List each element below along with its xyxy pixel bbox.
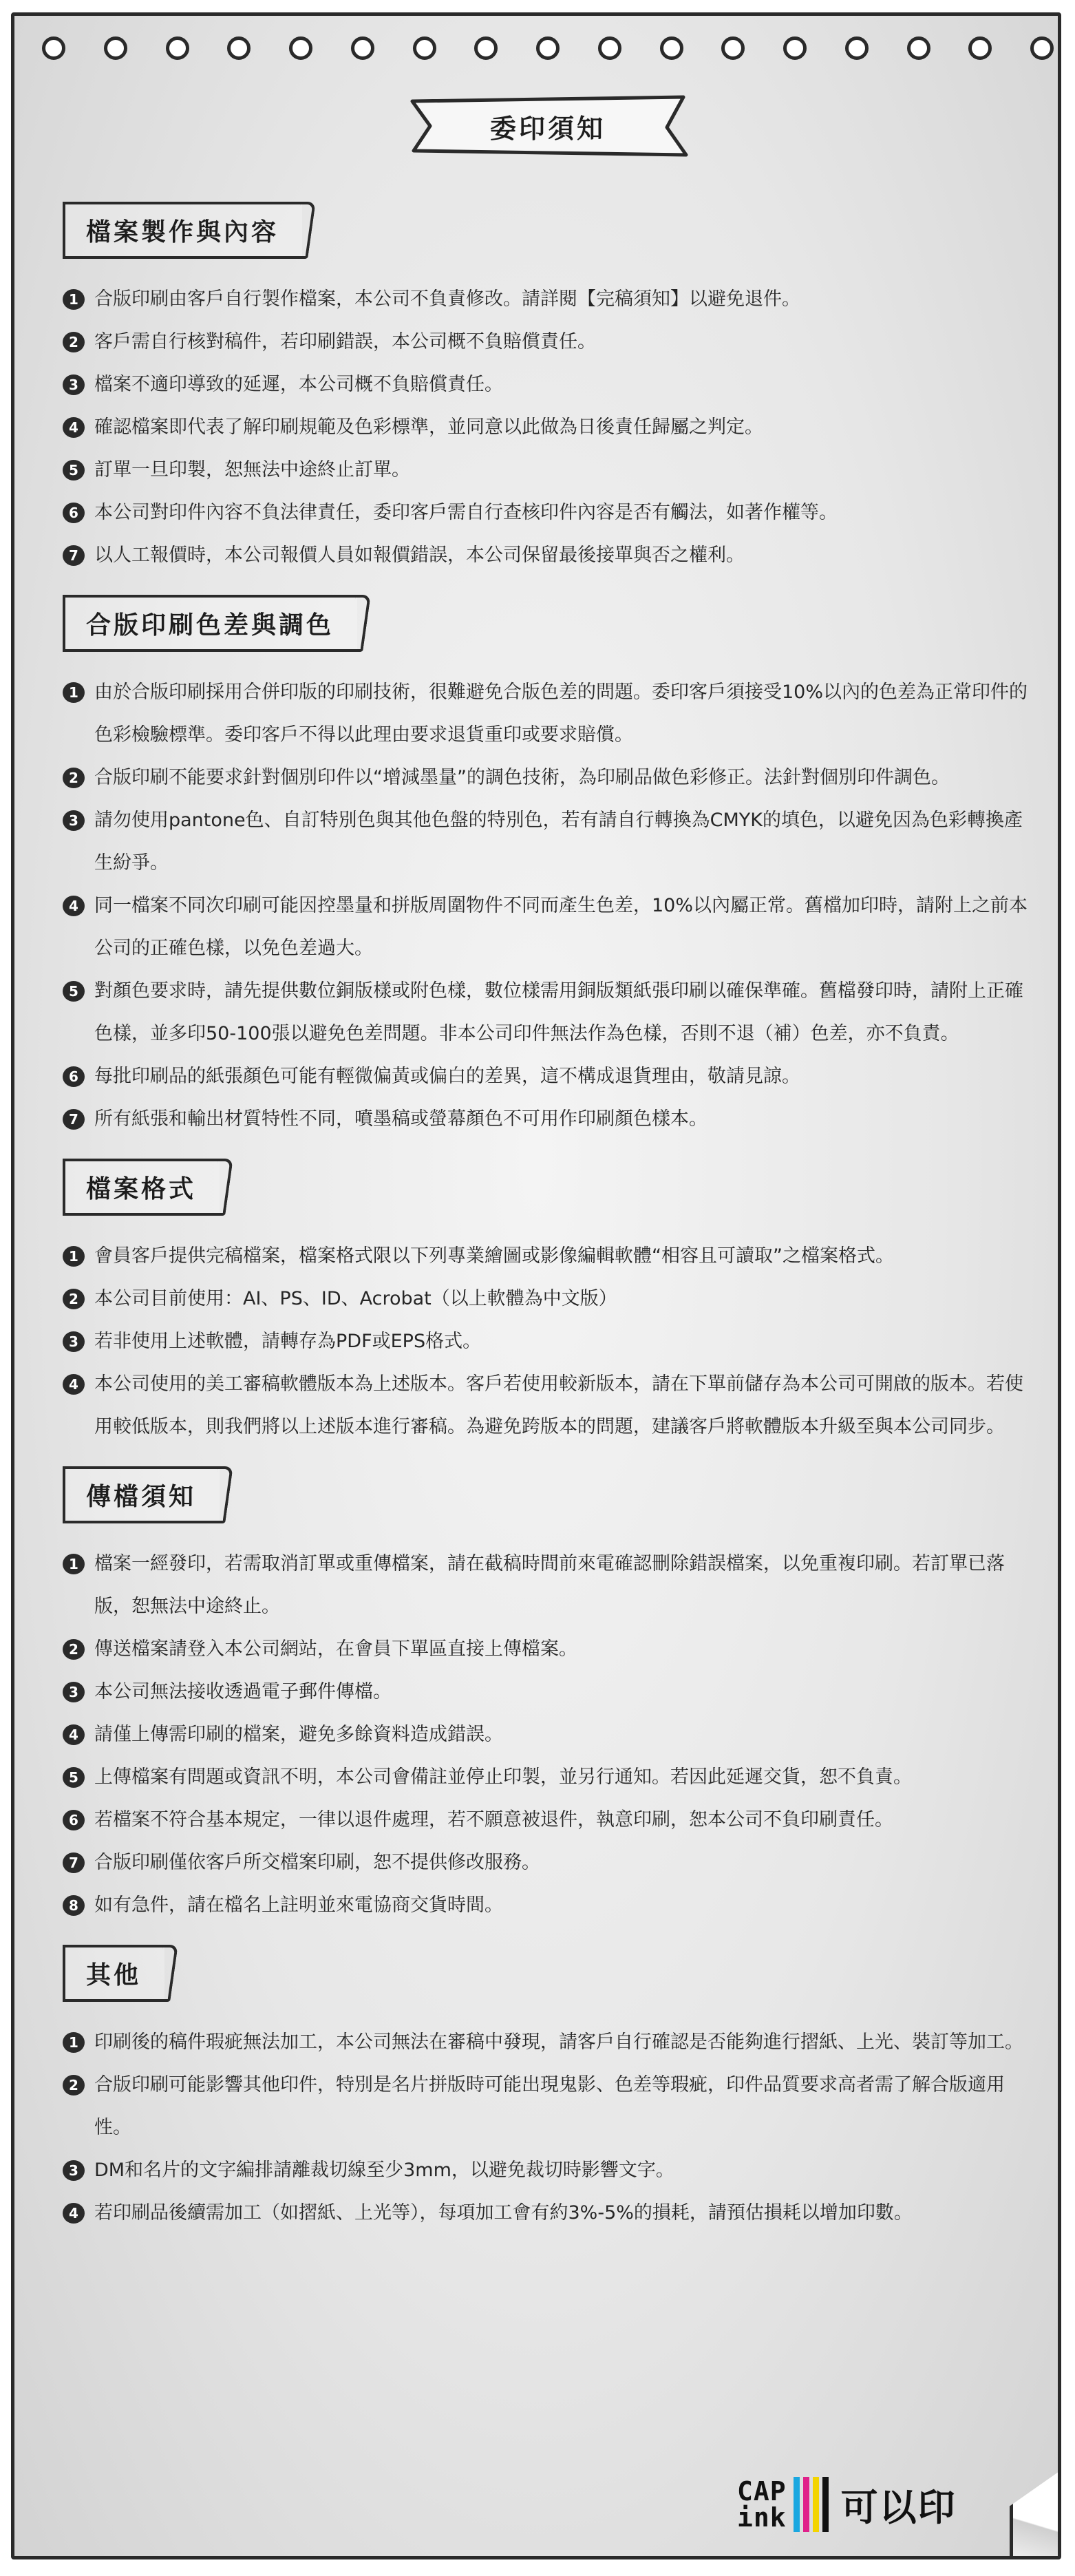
item-text: 每批印刷品的紙張顏色可能有輕微偏黃或偏白的差異，這不構成退貨理由，敬請見諒。 [94, 1066, 800, 1087]
item-text: 所有紙張和輸出材質特性不同，噴墨稿或螢幕顏色不可用作印刷顏色樣本。 [94, 1108, 707, 1130]
list-item [63, 1628, 1040, 1671]
brand-logo [737, 2467, 1026, 2542]
item-text: 以人工報價時，本公司報價人員如報價錯誤，本公司保留最後接單與否之權利。 [94, 545, 745, 566]
binder-holes [42, 31, 1054, 65]
item-number-badge: 7 [63, 1852, 85, 1873]
notice-content [63, 202, 1040, 2252]
numbered-list [63, 1543, 1040, 1927]
list-item [63, 2064, 1040, 2149]
item-text: 由於合版印刷採用合併印版的印刷技術，很難避免合版色差的問題。委印客戶須接受10%以內的色差為正常印件的色彩檢驗標準。委印客戶不得以此理由要求退貨重印或要求賠償。 [94, 682, 1028, 746]
logo-color-stripes [794, 2477, 829, 2532]
section [63, 595, 1040, 1141]
item-text: 如有急件，請在檔名上註明並來電協商交貨時間。 [94, 1894, 503, 1916]
item-text: 對顏色要求時，請先提供數位銅版樣或附色樣，數位樣需用銅版類紙張印刷以確保準確。舊檔發印時，請附上正確色樣，並多印50-100張以避免色差問題。非本公司印件無法作為色樣，否則不退（補）色差，亦不負責。 [94, 980, 1023, 1044]
item-text: 印刷後的稿件瑕疵無法加工，本公司無法在審稿中發現，請客戶自行確認是否能夠進行摺紙、上光、裝訂等加工。 [94, 2031, 1023, 2053]
item-text: 會員客戶提供完稿檔案，檔案格式限以下列專業繪圖或影像編輯軟體“相容且可讀取”之檔案格式。 [94, 1245, 894, 1267]
item-number-badge: 2 [63, 1289, 85, 1309]
section-heading: 檔案格式 [63, 1159, 220, 1216]
item-number-badge: 4 [63, 896, 85, 916]
item-number-badge: 1 [63, 682, 85, 703]
logo-name: 可以印 [840, 2485, 957, 2529]
binder-hole [845, 36, 869, 60]
list-item [63, 1671, 1040, 1713]
binder-hole [166, 36, 189, 60]
item-number-badge: 1 [63, 1246, 85, 1267]
logo-stripe [813, 2477, 819, 2532]
list-item [63, 2192, 1040, 2235]
section-heading: 傳檔須知 [63, 1466, 220, 1523]
binder-hole [968, 36, 992, 60]
numbered-list [63, 1235, 1040, 1448]
item-text: 本公司目前使用：AI、PS、ID、Acrobat（以上軟體為中文版） [94, 1288, 617, 1309]
section-heading: 檔案製作與內容 [63, 202, 302, 259]
binder-hole [536, 36, 560, 60]
list-item [63, 1363, 1040, 1448]
numbered-list [63, 671, 1040, 1141]
list-item [63, 970, 1040, 1055]
binder-hole [907, 36, 930, 60]
list-item [63, 278, 1040, 321]
binder-hole [660, 36, 683, 60]
list-item [63, 1841, 1040, 1884]
binder-hole [42, 36, 65, 60]
binder-hole [289, 36, 312, 60]
item-text: 合版印刷可能影響其他印件，特別是名片拼版時可能出現鬼影、色差等瑕疵，印件品質要求高者需了解合版適用性。 [94, 2074, 1005, 2138]
item-number-badge: 2 [63, 1639, 85, 1660]
section [63, 1159, 1040, 1448]
binder-hole [721, 36, 745, 60]
item-text: 若非使用上述軟體，請轉存為PDF或EPS格式。 [94, 1331, 482, 1352]
item-text: 上傳檔案有問題或資訊不明，本公司會備註並停止印製，並另行通知。若因此延遲交貨，恕不負責。 [94, 1766, 912, 1788]
binder-hole [783, 36, 807, 60]
item-text: 客戶需自行核對稿件，若印刷錯誤，本公司概不負賠償責任。 [94, 331, 596, 352]
item-text: 傳送檔案請登入本公司網站，在會員下單區直接上傳檔案。 [94, 1638, 577, 1660]
item-number-badge: 7 [63, 1109, 85, 1130]
page-title: 委印須知 [489, 113, 606, 144]
item-text: 本公司對印件內容不負法律責任，委印客戶需自行查核印件內容是否有觸法，如著作權等。 [94, 502, 838, 523]
section-heading: 其他 [63, 1945, 164, 2002]
item-text: DM和名片的文字編排請離裁切線至少3mm，以避免裁切時影響文字。 [94, 2160, 674, 2181]
list-item [63, 671, 1040, 757]
item-number-badge: 5 [63, 460, 85, 481]
item-text: 檔案一經發印，若需取消訂單或重傳檔案，請在截稿時間前來電確認刪除錯誤檔案，以免重複印刷。若訂單已落版，恕無法中途終止。 [94, 1553, 1005, 1617]
item-number-badge: 8 [63, 1895, 85, 1916]
list-item [63, 534, 1040, 577]
item-text: 檔案不適印導致的延遲，本公司概不負賠償責任。 [94, 374, 503, 395]
item-number-badge: 3 [63, 374, 85, 395]
binder-hole [413, 36, 436, 60]
section-heading: 合版印刷色差與調色 [63, 595, 357, 652]
binder-hole [104, 36, 127, 60]
item-number-badge: 3 [63, 1682, 85, 1702]
item-number-badge: 4 [63, 1724, 85, 1745]
item-text: 合版印刷僅依客戶所交檔案印刷，恕不提供修改服務。 [94, 1852, 540, 1873]
section [63, 202, 1040, 577]
item-text: 合版印刷由客戶自行製作檔案，本公司不負責修改。請詳閱【完稿須知】以避免退件。 [94, 288, 800, 310]
item-number-badge: 6 [63, 1810, 85, 1830]
page-title-banner [400, 92, 696, 160]
list-item [63, 799, 1040, 885]
item-number-badge: 4 [63, 2203, 85, 2224]
item-number-badge: 2 [63, 768, 85, 788]
item-number-badge: 6 [63, 1066, 85, 1087]
list-item [63, 1320, 1040, 1363]
item-number-badge: 1 [63, 2032, 85, 2053]
item-number-badge: 5 [63, 981, 85, 1002]
list-item [63, 406, 1040, 449]
item-text: 請勿使用pantone色、自訂特別色與其他色盤的特別色，若有請自行轉換為CMYK的填色，以避免因為色彩轉換產生紛爭。 [94, 810, 1023, 874]
item-text: 若印刷品後續需加工（如摺紙、上光等），每項加工會有約3%-5%的損耗，請預估損耗以增加印數。 [94, 2202, 913, 2224]
list-item [63, 1713, 1040, 1756]
item-text: 本公司無法接收透過電子郵件傳檔。 [94, 1681, 392, 1702]
list-item [63, 1884, 1040, 1927]
item-text: 合版印刷不能要求針對個別印件以“增減墨量”的調色技術，為印刷品做色彩修正。法針對個別印件調色。 [94, 767, 950, 788]
binder-hole [474, 36, 498, 60]
logo-wordmark-bottom: ink [737, 2502, 787, 2533]
list-item [63, 1799, 1040, 1841]
binder-hole [598, 36, 621, 60]
numbered-list [63, 2021, 1040, 2235]
item-number-badge: 3 [63, 2160, 85, 2181]
list-item [63, 449, 1040, 492]
item-number-badge: 2 [63, 2075, 85, 2095]
numbered-list [63, 278, 1040, 577]
item-number-badge: 1 [63, 289, 85, 310]
list-item [63, 1543, 1040, 1628]
logo-stripe [794, 2477, 800, 2532]
list-item [63, 885, 1040, 970]
logo-wordmark [737, 2478, 787, 2531]
item-number-badge: 3 [63, 1331, 85, 1352]
list-item [63, 363, 1040, 406]
list-item [63, 1278, 1040, 1320]
item-number-badge: 7 [63, 545, 85, 566]
item-text: 確認檔案即代表了解印刷規範及色彩標準，並同意以此做為日後責任歸屬之判定。 [94, 416, 763, 438]
item-text: 若檔案不符合基本規定，一律以退件處理，若不願意被退件，執意印刷，恕本公司不負印刷責任。 [94, 1809, 893, 1830]
list-item [63, 492, 1040, 534]
paper-sheet [11, 12, 1061, 2559]
item-text: 訂單一旦印製，恕無法中途終止訂單。 [94, 459, 410, 481]
list-item [63, 1235, 1040, 1278]
list-item [63, 757, 1040, 799]
binder-hole [227, 36, 251, 60]
item-number-badge: 4 [63, 1374, 85, 1395]
binder-hole [1030, 36, 1054, 60]
item-number-badge: 2 [63, 332, 85, 352]
list-item [63, 1055, 1040, 1098]
logo-wordmark-top: CAP [737, 2476, 787, 2506]
item-number-badge: 3 [63, 810, 85, 831]
logo-stripe [822, 2477, 829, 2532]
list-item [63, 2021, 1040, 2064]
list-item [63, 1098, 1040, 1141]
binder-hole [351, 36, 374, 60]
list-item [63, 321, 1040, 363]
section [63, 1466, 1040, 1927]
item-text: 同一檔案不同次印刷可能因控墨量和拼版周圍物件不同而產生色差，10%以內屬正常。舊檔加印時，請附上之前本公司的正確色樣，以免色差過大。 [94, 895, 1028, 959]
section [63, 1945, 1040, 2235]
list-item [63, 2149, 1040, 2192]
item-number-badge: 6 [63, 503, 85, 523]
item-text: 請僅上傳需印刷的檔案，避免多餘資料造成錯誤。 [94, 1724, 503, 1745]
item-number-badge: 1 [63, 1554, 85, 1574]
list-item [63, 1756, 1040, 1799]
item-number-badge: 4 [63, 417, 85, 438]
item-text: 本公司使用的美工審稿軟體版本為上述版本。客戶若使用較新版本，請在下單前儲存為本公司可開啟的版本。若使用較低版本，則我們將以上述版本進行審稿。為避免跨版本的問題，建議客戶將軟體版本升級至與本公司同步。 [94, 1373, 1023, 1437]
logo-stripe [803, 2477, 809, 2532]
item-number-badge: 5 [63, 1767, 85, 1788]
